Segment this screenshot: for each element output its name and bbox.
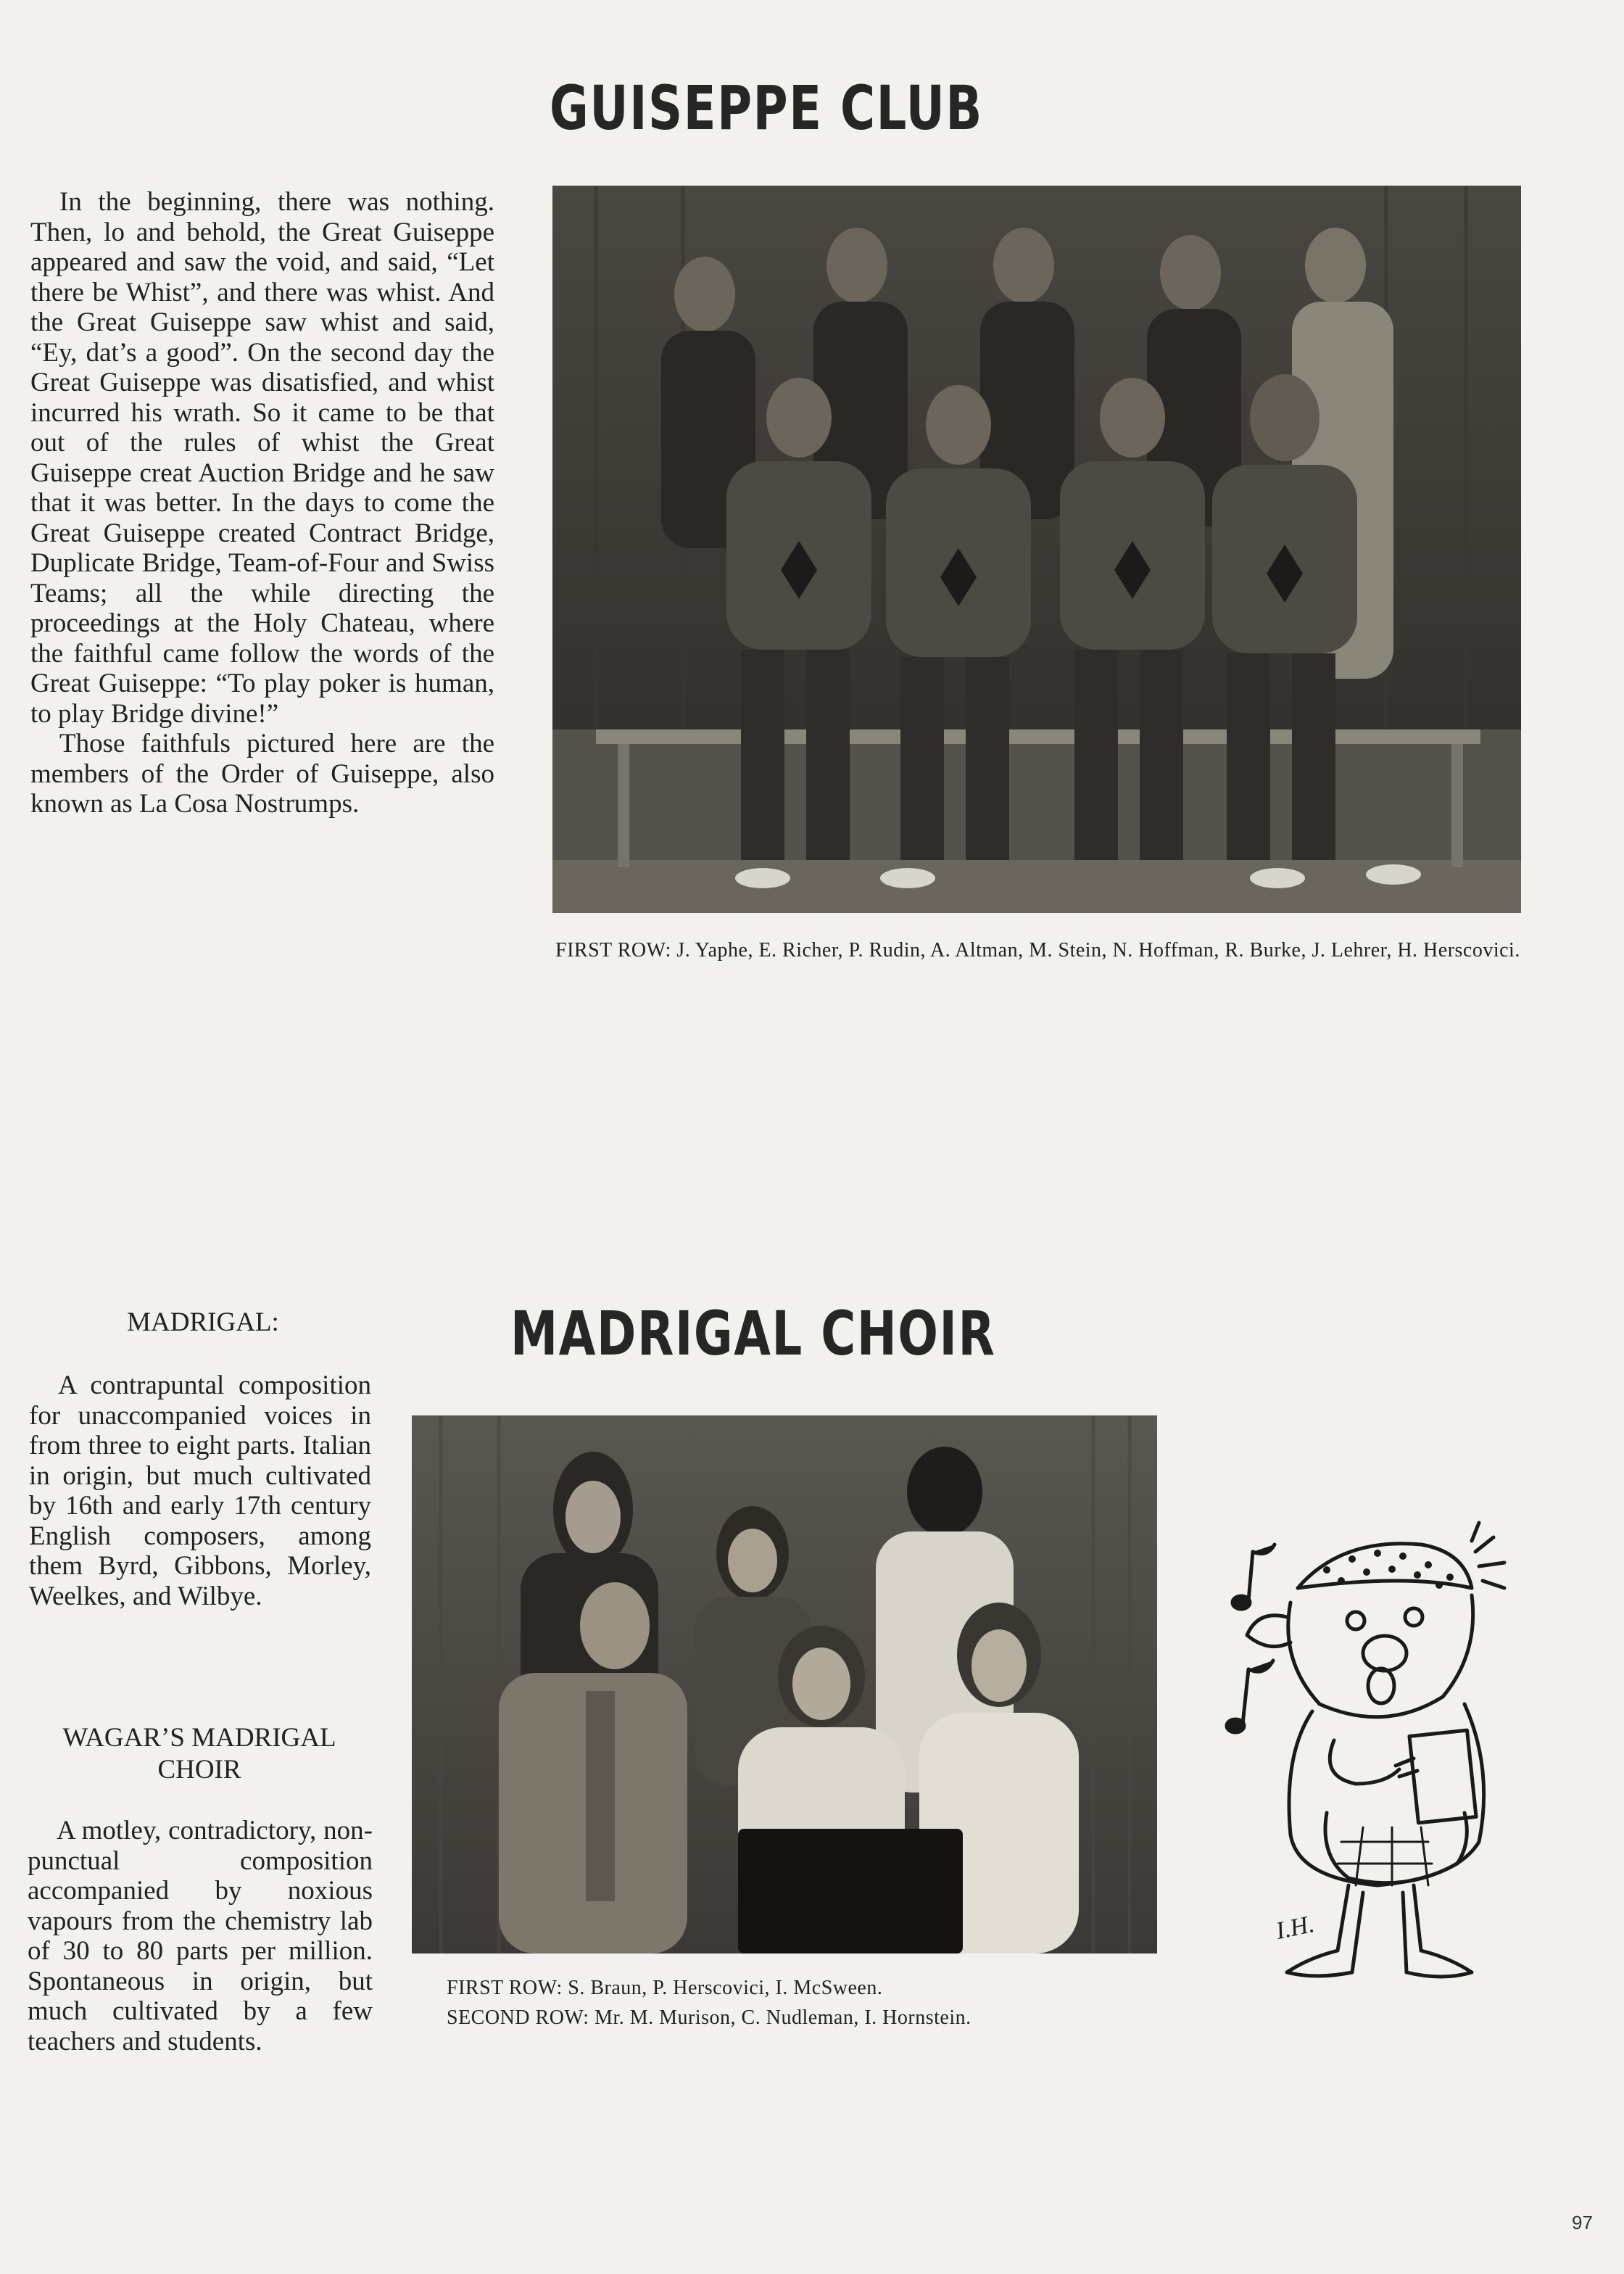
- wagar-madrigal-heading: WAGAR’S MADRIGAL CHOIR: [62, 1723, 336, 1785]
- wagar-madrigal-paragraph: A motley, contradictory, non-punctual composition accompanied by noxious vapours from the chemistry lab of 30 to 80 parts per million. Spontaneous in origin, but much cultivated by a few teachers and students.: [28, 1816, 373, 2056]
- cartoon-artist-initials: I.H.: [1273, 1910, 1317, 1946]
- guiseppe-club-story: [30, 187, 494, 819]
- guiseppe-story-paragraph-2: Those faithfuls pictured here are the members of the Order of Guiseppe, also known as La Cosa Nostrumps.: [30, 729, 494, 819]
- guiseppe-club-caption: FIRST ROW: J. Yaphe, E. Richer, P. Rudin, A. Altman, M. Stein, N. Hoffman, R. Burke, J. Lehrer, H. Herscovici.: [555, 939, 1520, 962]
- guiseppe-story-paragraph-1: In the beginning, there was nothing. Then, lo and behold, the Great Guiseppe appeared and saw the void, and said, “Let there be Whist”, and there was whist. And the Great Guiseppe saw whist and said, “Ey, dat’s a good”. On the second day the Great Guiseppe was disatisfied, and whist incurred his wrath. So it came to be that out of the rules of whist the Great Guiseppe creat Auction Bridge and he saw that it was better. In the days to come the Great Guiseppe created Contract Bridge, Duplicate Bridge, Team-of-Four and Swiss Teams; all the while directing the proceedings at the Holy Chateau, where the faithful came follow the words of the Great Guiseppe: “To play poker is human, to play Bridge divine!”: [30, 187, 494, 729]
- singing-gnome-drawing: [1218, 1508, 1537, 2016]
- guiseppe-club-title: GUISEPPE CLUB: [550, 73, 983, 144]
- page-number: 97: [1572, 2212, 1593, 2233]
- madrigal-choir-caption: [447, 1973, 1172, 2033]
- madrigal-definition-paragraph: A contrapuntal composition for unaccompanied voices in from three to eight parts. Italian in origin, but much cultivated by 16th and early 17th century English composers, among them Byrd, Gibbons, Morley, Weelkes, and Wilbye.: [29, 1370, 371, 1611]
- madrigal-photo-illustration: [412, 1415, 1157, 1953]
- madrigal-definition-text: [29, 1370, 371, 1611]
- singing-gnome-cartoon: [1218, 1508, 1537, 2016]
- madrigal-choir-title: MADRIGAL CHOIR: [510, 1298, 996, 1369]
- guiseppe-club-group-photo: [552, 186, 1521, 913]
- madrigal-caption-second-row: SECOND ROW: Mr. M. Murison, C. Nudleman, I. Hornstein.: [447, 2006, 972, 2029]
- madrigal-definition-heading: MADRIGAL:: [127, 1307, 279, 1337]
- madrigal-choir-group-photo: [412, 1415, 1157, 1953]
- guiseppe-photo-illustration: [552, 186, 1521, 913]
- madrigal-caption-first-row: FIRST ROW: S. Braun, P. Herscovici, I. McSween.: [447, 1977, 883, 1999]
- wagar-madrigal-text: [28, 1816, 373, 2056]
